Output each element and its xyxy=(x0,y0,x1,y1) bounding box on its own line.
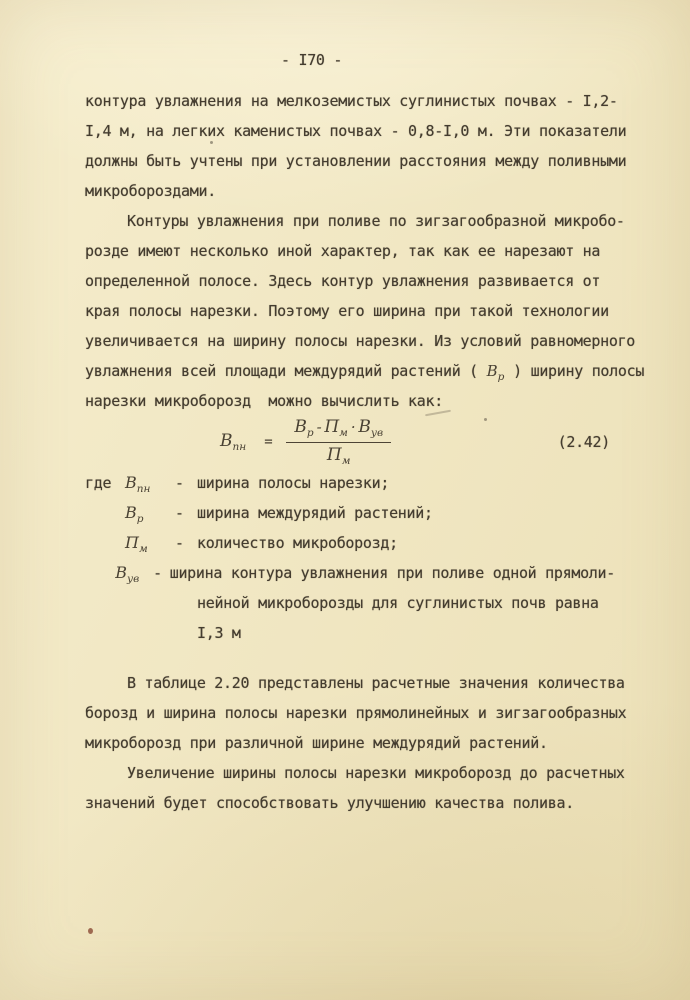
definition-row xyxy=(85,528,615,558)
text-line: Контуры увлажнения при поливе по зигзагообразной микробо- xyxy=(127,212,625,230)
paper-speck xyxy=(210,141,213,144)
equation-number: (2.42) xyxy=(557,433,610,451)
definition-text: количество микроборозд; xyxy=(197,534,398,552)
text-line: I,4 м, на легких каменистых почвах - 0,8-I,0 м. Эти показатели xyxy=(85,122,627,140)
text-line: нарезки микроборозд можно вычислить как: xyxy=(85,392,443,410)
spacer xyxy=(85,528,125,558)
paragraph xyxy=(85,668,627,758)
definition-dash: - xyxy=(175,474,184,492)
math-symbol-Bp: В xyxy=(486,362,498,380)
math-subscript: пн xyxy=(232,441,247,453)
text-segment: увлажнения всей площади междурядий растений ( xyxy=(85,362,487,380)
math-symbol-Pm: П xyxy=(326,445,342,465)
spacer xyxy=(175,618,197,648)
fraction-denominator xyxy=(286,443,391,467)
definition-text: ширина междурядий растений; xyxy=(197,504,433,522)
text-line: контура увлажнения на мелкоземистых суглинистых почвах - I,2- xyxy=(85,92,618,110)
text-line: микроборозд при различной ширине междурядий растений. xyxy=(85,734,548,752)
equals-sign: = xyxy=(264,434,273,450)
spacer xyxy=(85,498,125,528)
spacer xyxy=(125,588,175,618)
paragraph xyxy=(85,758,625,818)
text-line: должны быть учтены при установлении расстояния между поливными xyxy=(85,152,627,170)
text-line: микробороздами. xyxy=(85,182,216,200)
text-line: розде имеют несколько иной характер, так как ее нарезают на xyxy=(85,242,601,260)
math-symbol-Buv: В xyxy=(358,417,371,437)
text-line: края полосы нарезки. Поэтому его ширина при такой технологии xyxy=(85,302,609,320)
formula-equation xyxy=(220,416,615,468)
definition-row xyxy=(85,468,615,498)
spacer xyxy=(85,558,115,588)
minus-operator: - xyxy=(316,418,322,436)
definition-text: I,3 м xyxy=(197,624,241,642)
math-symbol-Bp: $В_р$ xyxy=(125,503,144,525)
spacer xyxy=(175,588,197,618)
math-symbol-Pm: $П_м$ xyxy=(125,533,148,555)
definition-continuation-row xyxy=(85,618,615,648)
math-subscript: р xyxy=(497,371,505,383)
definition-text: нейной микроборозды для суглинистых почв равна xyxy=(197,594,599,612)
spacer xyxy=(125,618,175,648)
paragraph xyxy=(85,206,645,416)
text-line-with-symbol xyxy=(85,356,645,386)
multiplication-dot: · xyxy=(350,418,356,436)
math-subscript: м xyxy=(339,427,348,439)
fraction-numerator xyxy=(286,417,391,443)
math-symbol-Bpn: $В_{пн}$ xyxy=(125,473,151,495)
definition-continuation-row xyxy=(85,588,615,618)
text-line: Увеличение ширины полосы нарезки микроборозд до расчетных xyxy=(127,764,625,782)
definition-text: ширина контура увлажнения при поливе одной прямоли- xyxy=(169,564,615,582)
definition-row xyxy=(85,498,615,528)
math-symbol-Bpn: В xyxy=(220,431,233,451)
math-symbol-Buv: $В_{ув}$ xyxy=(115,563,140,585)
math-subscript: ув xyxy=(370,427,384,439)
text-line: определенной полосе. Здесь контур увлажнения развивается от xyxy=(85,272,601,290)
math-subscript: м xyxy=(341,455,351,467)
symbol-definition-list xyxy=(85,468,615,648)
formula-lhs xyxy=(220,431,246,453)
math-symbol-Pm: П xyxy=(324,417,340,437)
page-number: - I70 - xyxy=(281,51,343,69)
definition-text: ширина полосы нарезки; xyxy=(197,474,390,492)
spacer xyxy=(85,588,125,618)
paper-speck xyxy=(88,928,93,934)
text-line: увеличивается на ширину полосы нарезки. Из условий равномерного xyxy=(85,332,636,350)
paragraph xyxy=(85,86,627,206)
text-line: борозд и ширина полосы нарезки прямолинейных и зигзагообразных xyxy=(85,704,627,722)
definition-dash: - xyxy=(153,564,162,582)
math-subscript: р xyxy=(306,427,314,439)
definition-row xyxy=(85,558,615,588)
definition-dash: - xyxy=(175,534,184,552)
fraction xyxy=(286,417,391,467)
paper-speck xyxy=(484,418,487,421)
text-line: значений будет способствовать улучшению качества полива. xyxy=(85,794,574,812)
text-segment: ) ширину полосы xyxy=(504,362,645,380)
math-symbol-Bp: В xyxy=(294,417,307,437)
spacer xyxy=(85,618,125,648)
definition-dash: - xyxy=(175,504,184,522)
text-line: В таблице 2.20 представлены расчетные значения количества xyxy=(127,674,625,692)
where-label: где xyxy=(85,474,112,492)
formula-block xyxy=(85,416,615,468)
